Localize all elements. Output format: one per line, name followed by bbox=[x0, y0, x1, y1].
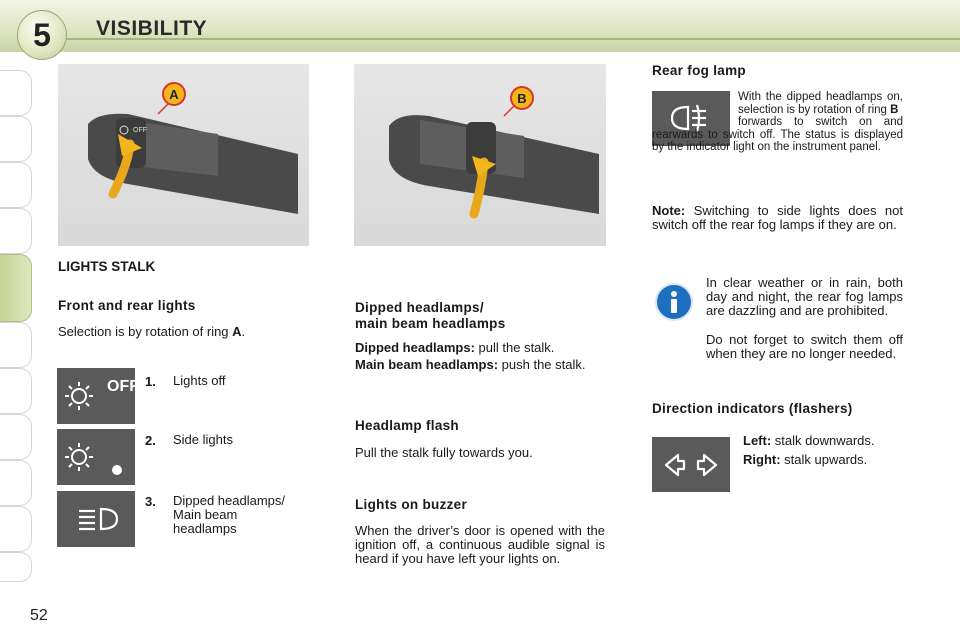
lights-stalk-photo-b bbox=[354, 64, 606, 246]
left-indicator-text: Left: stalk downwards. bbox=[743, 433, 875, 448]
ring-a-callout: A bbox=[169, 87, 179, 102]
chapter-tab[interactable] bbox=[0, 322, 32, 368]
lights-off-icon bbox=[57, 368, 139, 424]
lights-buzzer-title: Lights on buzzer bbox=[355, 497, 468, 512]
item-label: Lights off bbox=[173, 373, 226, 388]
main-beam-text: Main beam headlamps: push the stalk. bbox=[355, 357, 586, 372]
lights-off-icon-text: OFF bbox=[107, 378, 139, 395]
lights-stalk-photo-a bbox=[58, 64, 309, 246]
chapter-tab[interactable] bbox=[0, 460, 32, 506]
rear-fog-text-continued: forwards to switch on and rearwards to switch off. The status is displayed by the indicator light on the instrument panel. bbox=[652, 116, 903, 153]
direction-arrows-icon bbox=[652, 437, 730, 492]
dipped-headlamps-icon bbox=[57, 491, 135, 547]
info-text-2: Do not forget to switch them off when they are no longer needed. bbox=[706, 332, 903, 361]
chapter-tab[interactable] bbox=[0, 552, 32, 582]
chapter-tab[interactable] bbox=[0, 506, 32, 552]
headlamp-flash-title: Headlamp flash bbox=[355, 418, 459, 433]
chapter-tab[interactable] bbox=[0, 208, 32, 254]
item-label: Dipped headlamps/ Main beam headlamps bbox=[173, 493, 286, 536]
right-indicator-text: Right: stalk upwards. bbox=[743, 452, 868, 467]
side-lights-icon bbox=[57, 429, 135, 485]
dipped-text: Dipped headlamps: pull the stalk. bbox=[355, 340, 555, 355]
chapter-tab-active[interactable] bbox=[0, 254, 32, 322]
page-number: 52 bbox=[30, 607, 48, 624]
rear-fog-title: Rear fog lamp bbox=[652, 63, 746, 78]
chapter-tab[interactable] bbox=[0, 414, 32, 460]
lights-buzzer-text: When the driver’s door is opened with the ignition off, a continuous audible signal is heard if you have left your lights on. bbox=[355, 523, 605, 566]
stalk-off-label: OFF bbox=[133, 127, 147, 134]
chapter-title: VISIBILITY bbox=[96, 17, 208, 40]
chapter-tab[interactable] bbox=[0, 70, 32, 116]
dipped-main-title: Dipped headlamps/ main beam headlamps bbox=[355, 300, 506, 331]
ring-b-callout: B bbox=[517, 91, 527, 106]
chapter-tab[interactable] bbox=[0, 368, 32, 414]
item-label: Side lights bbox=[173, 432, 233, 447]
lights-stalk-title: LIGHTS STALK bbox=[58, 259, 156, 274]
chapter-badge: 5 bbox=[17, 10, 67, 60]
rear-fog-text: With the dipped headlamps on, selection is by rotation of ring B bbox=[738, 91, 903, 116]
selection-text: Selection is by rotation of ring A. bbox=[58, 324, 246, 339]
direction-indicators-title: Direction indicators (flashers) bbox=[652, 401, 853, 416]
chapter-tab[interactable] bbox=[0, 116, 32, 162]
headlamp-flash-text: Pull the stalk fully towards you. bbox=[355, 445, 533, 460]
note-text: Note: Switching to side lights does not switch off the rear fog lamps if they are on. bbox=[652, 203, 903, 232]
front-rear-lights-title: Front and rear lights bbox=[58, 298, 196, 313]
chapter-tab[interactable] bbox=[0, 162, 32, 208]
item-number: 2. bbox=[145, 433, 156, 448]
info-icon bbox=[655, 283, 693, 321]
item-number: 1. bbox=[145, 374, 156, 389]
info-text-1: In clear weather or in rain, both day and night, the rear fog lamps are dazzling and are prohibited. bbox=[706, 275, 903, 318]
item-number: 3. bbox=[145, 494, 156, 509]
